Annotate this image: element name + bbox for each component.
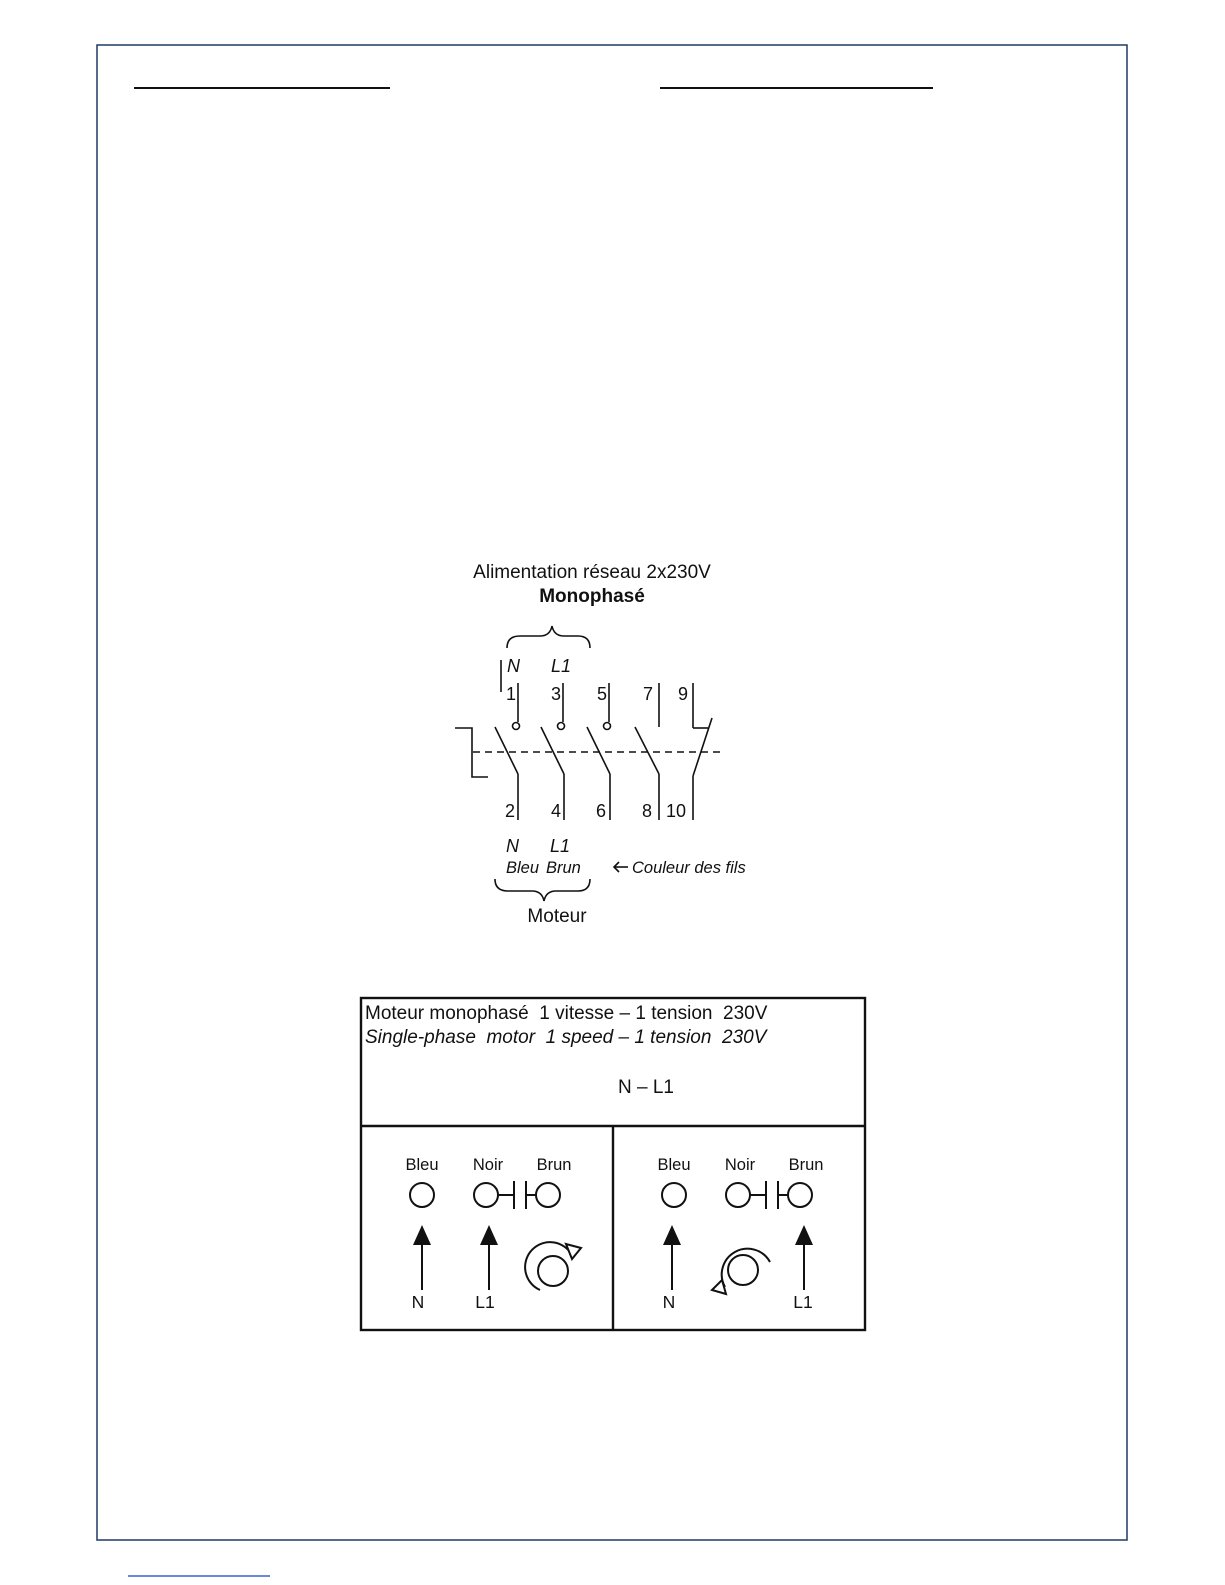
arrow-up-n bbox=[413, 1225, 431, 1290]
motor-brace bbox=[495, 879, 590, 901]
terminal-label-noir: Noir bbox=[724, 1156, 756, 1174]
motor-connection-table bbox=[361, 998, 865, 1330]
supply-title: Alimentation réseau 2x230V bbox=[473, 562, 711, 583]
motor-n-label: N bbox=[506, 836, 519, 856]
bridge-noir-brun bbox=[474, 1181, 560, 1209]
terminal-5: 5 bbox=[597, 684, 608, 704]
arrow-label-l1: L1 bbox=[475, 1292, 495, 1312]
motor-l1-label: L1 bbox=[550, 836, 571, 856]
arrow-label-l1: L1 bbox=[793, 1292, 813, 1312]
terminal-1: 1 bbox=[506, 684, 517, 704]
terminal-2: 2 bbox=[505, 801, 516, 821]
terminal-6: 6 bbox=[596, 801, 607, 821]
left-arrow-icon bbox=[614, 862, 628, 872]
supply-n-label: N bbox=[507, 656, 520, 676]
rotation-clockwise-icon bbox=[525, 1242, 581, 1290]
arrow-up-l1 bbox=[795, 1225, 813, 1290]
table-connection: N – L1 bbox=[618, 1077, 674, 1098]
wire-brown-label: Brun bbox=[546, 859, 581, 877]
supply-subtitle: Monophasé bbox=[539, 586, 645, 607]
terminal-8: 8 bbox=[642, 801, 653, 821]
panel-counter-clockwise bbox=[657, 1156, 823, 1312]
panel-clockwise bbox=[405, 1156, 581, 1312]
terminal-label-noir: Noir bbox=[472, 1156, 504, 1174]
rotation-counter-clockwise-icon bbox=[712, 1249, 770, 1294]
motor-label: Moteur bbox=[527, 906, 587, 927]
supply-l1-label: L1 bbox=[551, 656, 572, 676]
wire-color-note: Couleur des fils bbox=[632, 859, 746, 877]
supply-brace bbox=[507, 626, 590, 648]
switch-diagram bbox=[455, 562, 746, 927]
terminal-4: 4 bbox=[551, 801, 562, 821]
terminal-label-brun: Brun bbox=[788, 1156, 824, 1174]
terminal-bleu bbox=[662, 1183, 686, 1207]
wire-blue-label: Bleu bbox=[506, 859, 540, 877]
arrow-label-n: N bbox=[411, 1292, 425, 1312]
actuator-handle bbox=[455, 728, 488, 777]
arrow-label-n: N bbox=[662, 1292, 676, 1312]
terminal-7: 7 bbox=[643, 684, 654, 704]
table-title-fr: Moteur monophasé 1 vitesse – 1 tension 230V bbox=[365, 1003, 768, 1024]
terminal-label-brun: Brun bbox=[536, 1156, 572, 1174]
terminal-bleu bbox=[410, 1183, 434, 1207]
terminal-9: 9 bbox=[678, 684, 689, 704]
arrow-up-n bbox=[663, 1225, 681, 1290]
terminal-10: 10 bbox=[666, 801, 687, 821]
terminal-label-bleu: Bleu bbox=[405, 1156, 439, 1174]
bridge-noir-brun bbox=[726, 1181, 812, 1209]
terminal-label-bleu: Bleu bbox=[657, 1156, 691, 1174]
table-title-en: Single-phase motor 1 speed – 1 tension 230V bbox=[365, 1027, 767, 1048]
terminal-3: 3 bbox=[551, 684, 562, 704]
arrow-up-l1 bbox=[480, 1225, 498, 1290]
